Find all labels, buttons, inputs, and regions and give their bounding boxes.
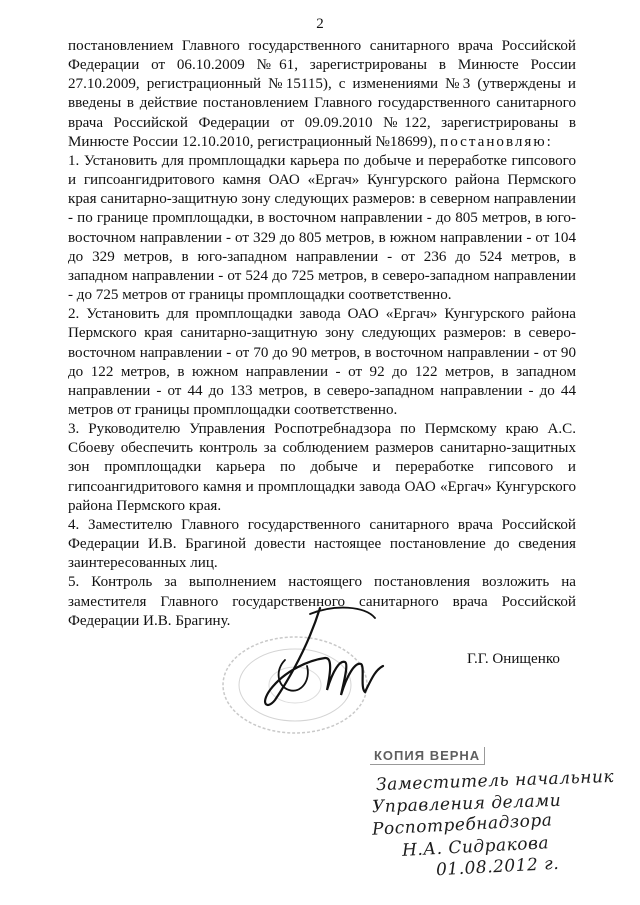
intro-text: постановлением Главного государственного санитарного врача Российской Федерации от 06.10.2009 №61, зарегистрированы в Минюсте России 27.10.2009, регистрационный №15115), с изменениями №3 (утверждены и введены в действие постановлением Главного государственного санитарного врача Российской Федерации от 09.09.2010 №122, зарегистрированы в Минюсте России 12.10.2010, регистрационный №18699), <box>68 38 576 150</box>
item-5-paragraph: 5. Контроль за выполнением настоящего постановления возложить на заместителя Главного государственного санитарного врача Российской Федерации И.В. Брагину. <box>68 574 576 629</box>
signature <box>215 600 405 720</box>
certification-line: Управления делами <box>371 790 562 818</box>
certification-date: 01.08.2012 г. <box>435 853 560 881</box>
item-3-paragraph: 3. Руководителю Управления Роспотребнадзора по Пермскому краю А.С. Сбоеву обеспечить контроль за соблюдением размеров санитарно-защитных зон промплощадки карьера по добыче и переработке гипсового и гипсоангидритового камня и промплощадки завода ОАО «Ергач» Кунгурского района Пермского края. <box>68 421 576 514</box>
signer-name: Г.Г. Онищенко <box>467 651 560 667</box>
certification-line: Роспотребнадзора <box>371 810 553 840</box>
document-body <box>68 37 576 631</box>
certification-line: Н.А. Сидракова <box>401 833 550 861</box>
certification-line: Заместитель начальник <box>375 766 615 796</box>
item-4-paragraph: 4. Заместителю Главного государственного санитарного врача Российской Федерации И.В. Брагиной довести настоящее постановление до сведения заинтересованных лиц. <box>68 516 576 572</box>
item-1-paragraph: 1. Установить для промплощадки карьера по добыче и переработке гипсового и гипсоангидритового камня ОАО «Ергач» Кунгурского района Пермского края санитарно-защитную зону следующих размеров: в северном направлении - по границе промплощадки, в восточном направлении - до 805 метров, в юго-восточном направлении - от 329 до 805 метров, в южном направлении - от 104 до 329 метров, в юго-западном направлении - от 236 до 524 метров, в западном направлении - от 524 до 725 метров, в северо-западном направлении - до 725 метров от границы промплощадки соответственно. <box>68 152 576 304</box>
copy-certified-stamp: КОПИЯ ВЕРНА <box>370 747 485 765</box>
resolve-word: постановляю: <box>440 133 553 150</box>
item-2-paragraph: 2. Установить для промплощадки завода ОАО «Ергач» Кунгурского района Пермского края санитарно-защитную зону следующих размеров: в северо-восточном направлении - от 70 до 90 метров, в восточном направлении - от 90 до 122 метров, в южном направлении - от 92 до 122 метров, в западном направлении - от 44 до 133 метров, в северо-западном направлении - до 44 метров от границы промплощадки соответственно. <box>68 306 576 418</box>
intro-paragraph <box>68 37 576 152</box>
page-number: 2 <box>316 16 324 32</box>
